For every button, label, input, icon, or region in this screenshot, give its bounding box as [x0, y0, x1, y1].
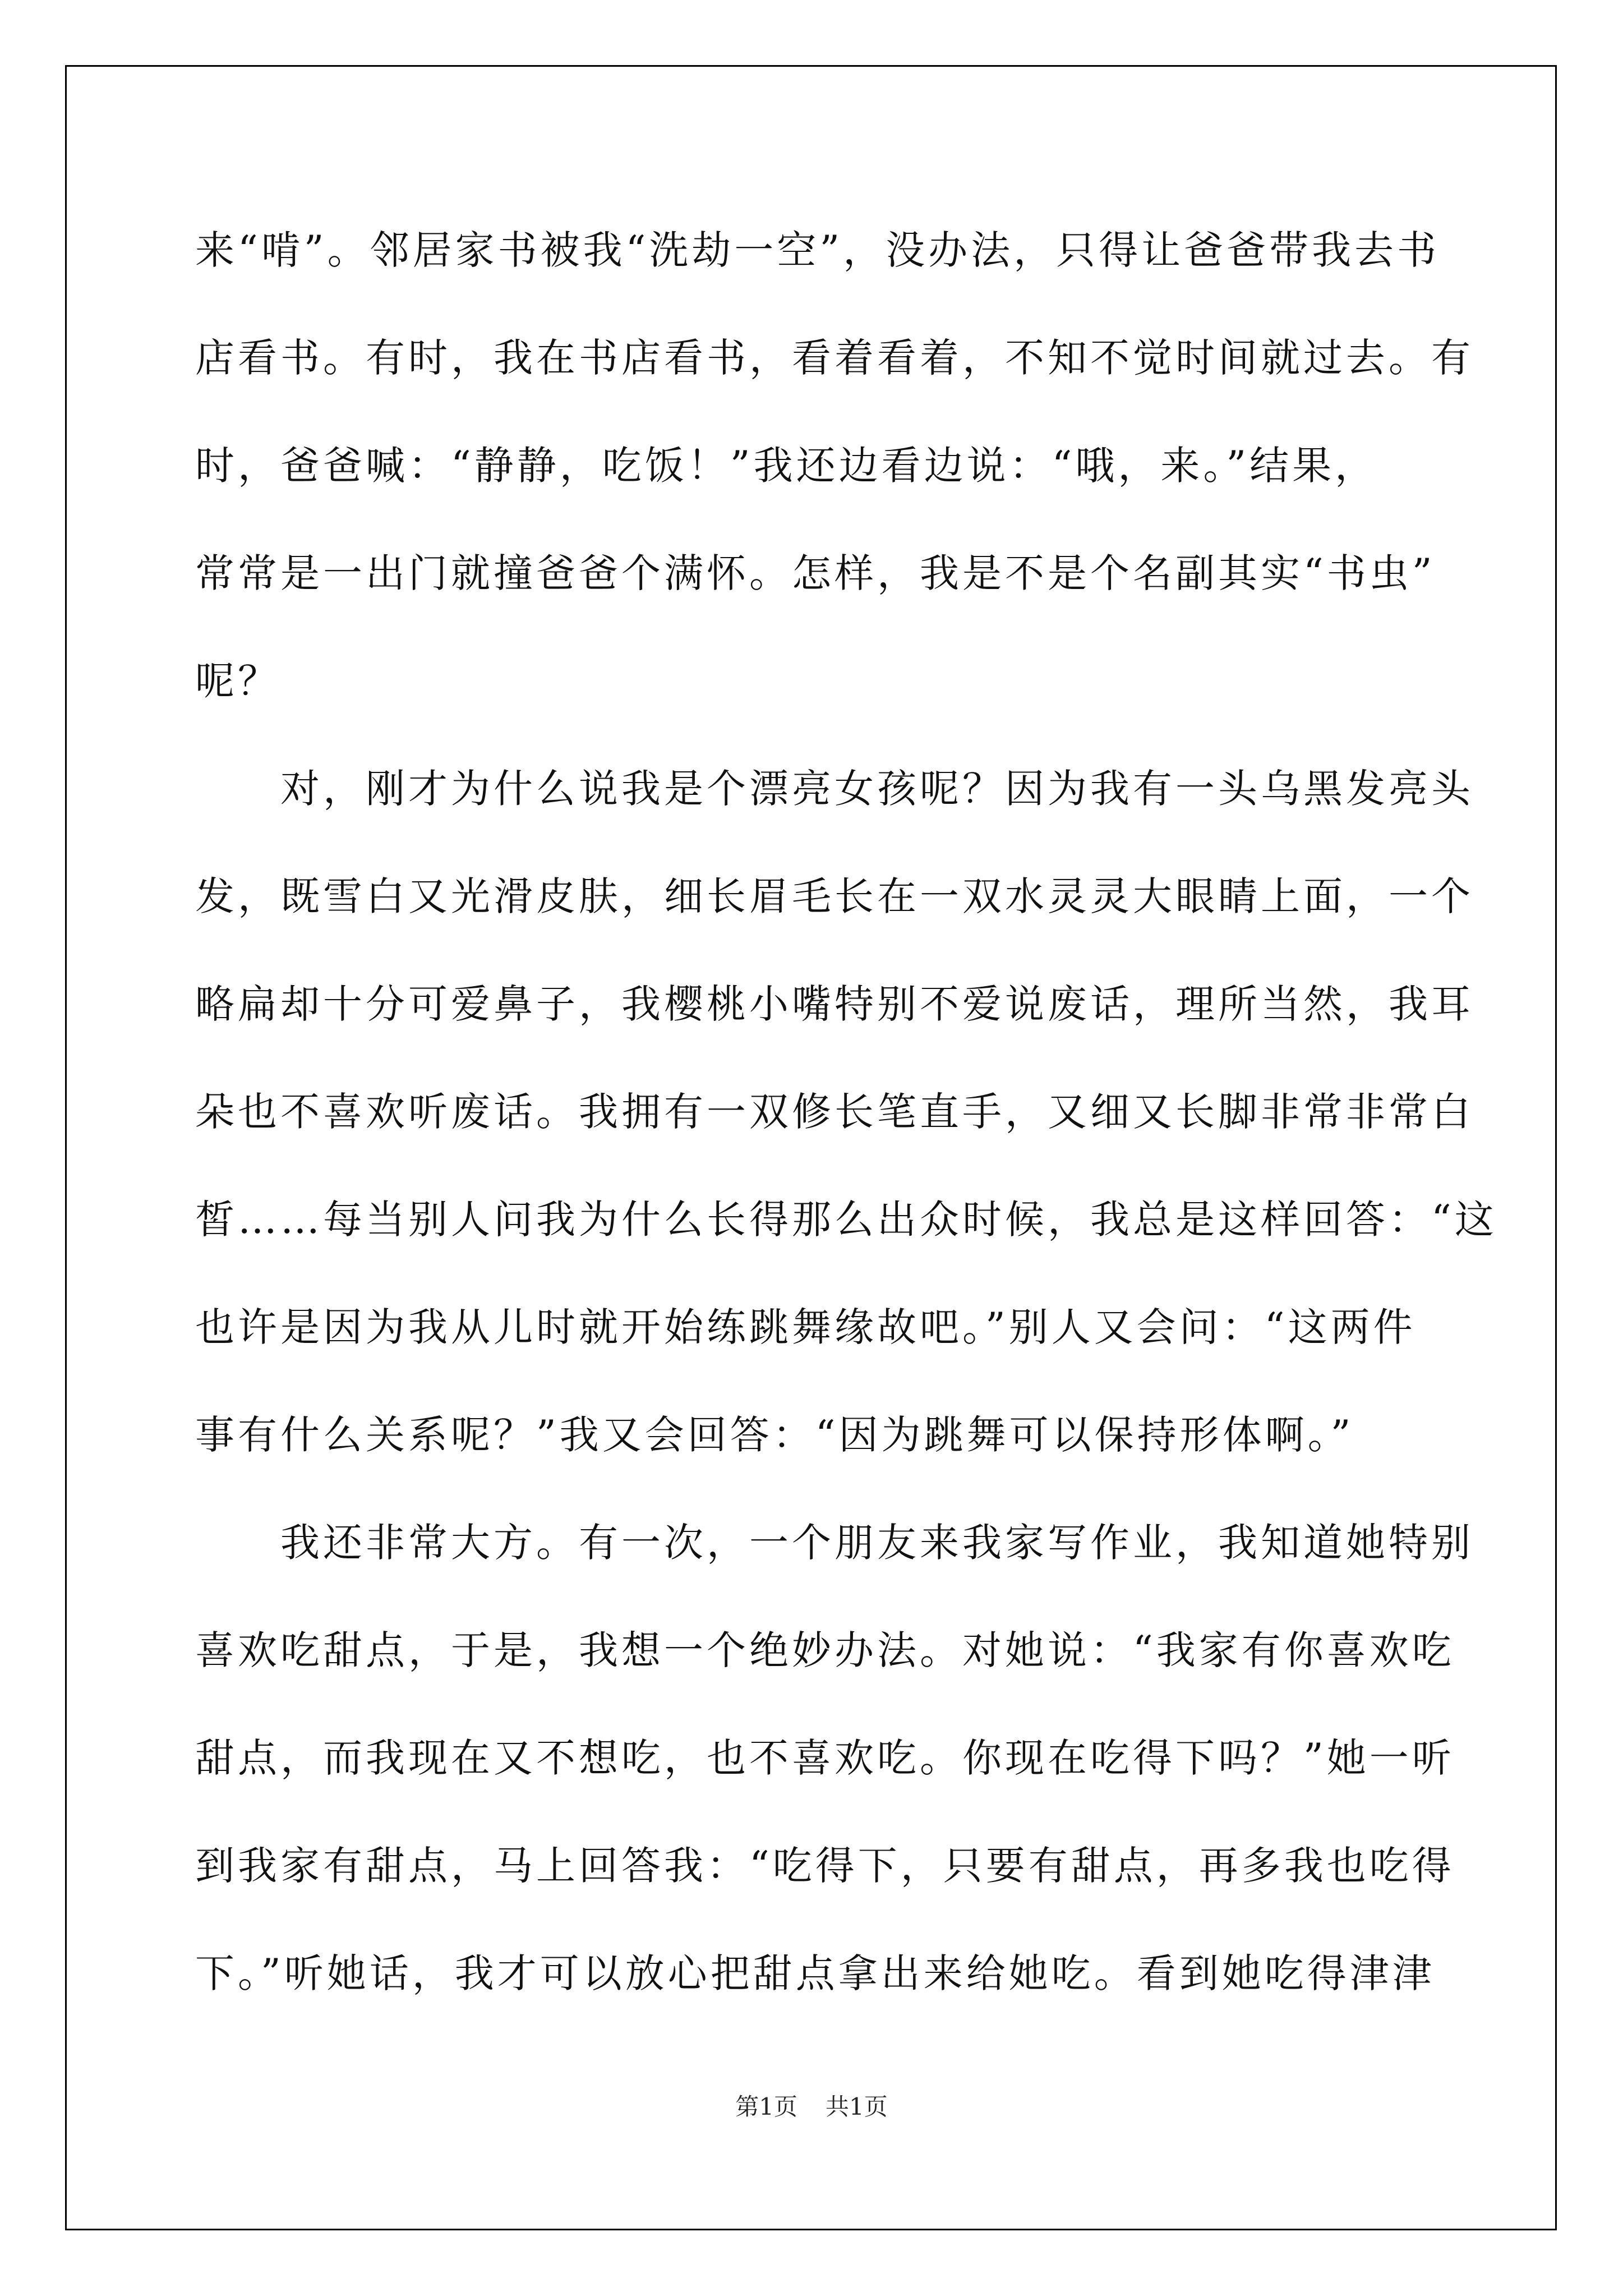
text-line: 呢？ — [195, 658, 280, 704]
text-line: 略扁却十分可爱鼻子，我樱桃小嘴特别不爱说废话，理所当然，我耳 — [195, 981, 1474, 1027]
text-line: 朵也不喜欢听废话。我拥有一双修长笔直手，又细又长脚非常非常白 — [195, 1089, 1474, 1135]
text-line: 事有什么关系呢？”我又会回答：“因为跳舞可以保持形体啊。” — [195, 1412, 1354, 1458]
text-line: 发，既雪白又光滑皮肤，细长眉毛长在一双水灵灵大眼睛上面，一个 — [195, 873, 1474, 919]
text-line: 时，爸爸喊：“静静，吃饭！”我还边看边说：“哦，来。”结果， — [195, 443, 1378, 489]
text-line: 喜欢吃甜点，于是，我想一个绝妙办法。对她说：“我家有你喜欢吃 — [195, 1627, 1455, 1673]
text-line: 常常是一出门就撞爸爸个满怀。怎样，我是不是个名副其实“书虫” — [195, 550, 1436, 596]
text-line: 也许是因为我从儿时就开始练跳舞缘故吧。”别人又会问：“这两件 — [195, 1304, 1416, 1350]
text-line: 甜点，而我现在又不想吃，也不喜欢吃。你现在吃得下吗？”她一听 — [195, 1735, 1455, 1781]
page-total: 共1页 — [826, 2093, 888, 2120]
text-line: 来“啃”。邻居家书被我“洗劫一空”，没办法，只得让爸爸带我去书 — [195, 227, 1440, 273]
page-footer — [0, 2088, 1623, 2122]
text-line: 我还非常大方。有一次，一个朋友来我家写作业，我知道她特别 — [195, 1520, 1474, 1566]
document-body — [195, 222, 1497, 2053]
text-line: 到我家有甜点，马上回答我：“吃得下，只要有甜点，再多我也吃得 — [195, 1843, 1455, 1889]
page-number: 第1页 — [735, 2093, 797, 2120]
text-line: 对，刚才为什么说我是个漂亮女孩呢？因为我有一头乌黑发亮头 — [195, 766, 1474, 812]
text-line: 下。”听她话，我才可以放心把甜点拿出来给她吃。看到她吃得津津 — [195, 1950, 1435, 1996]
text-line: 店看书。有时，我在书店看书，看着看着，不知不觉时间就过去。有 — [195, 335, 1474, 381]
text-line: 皙……每当别人问我为什么长得那么出众时候，我总是这样回答：“这 — [195, 1197, 1497, 1243]
